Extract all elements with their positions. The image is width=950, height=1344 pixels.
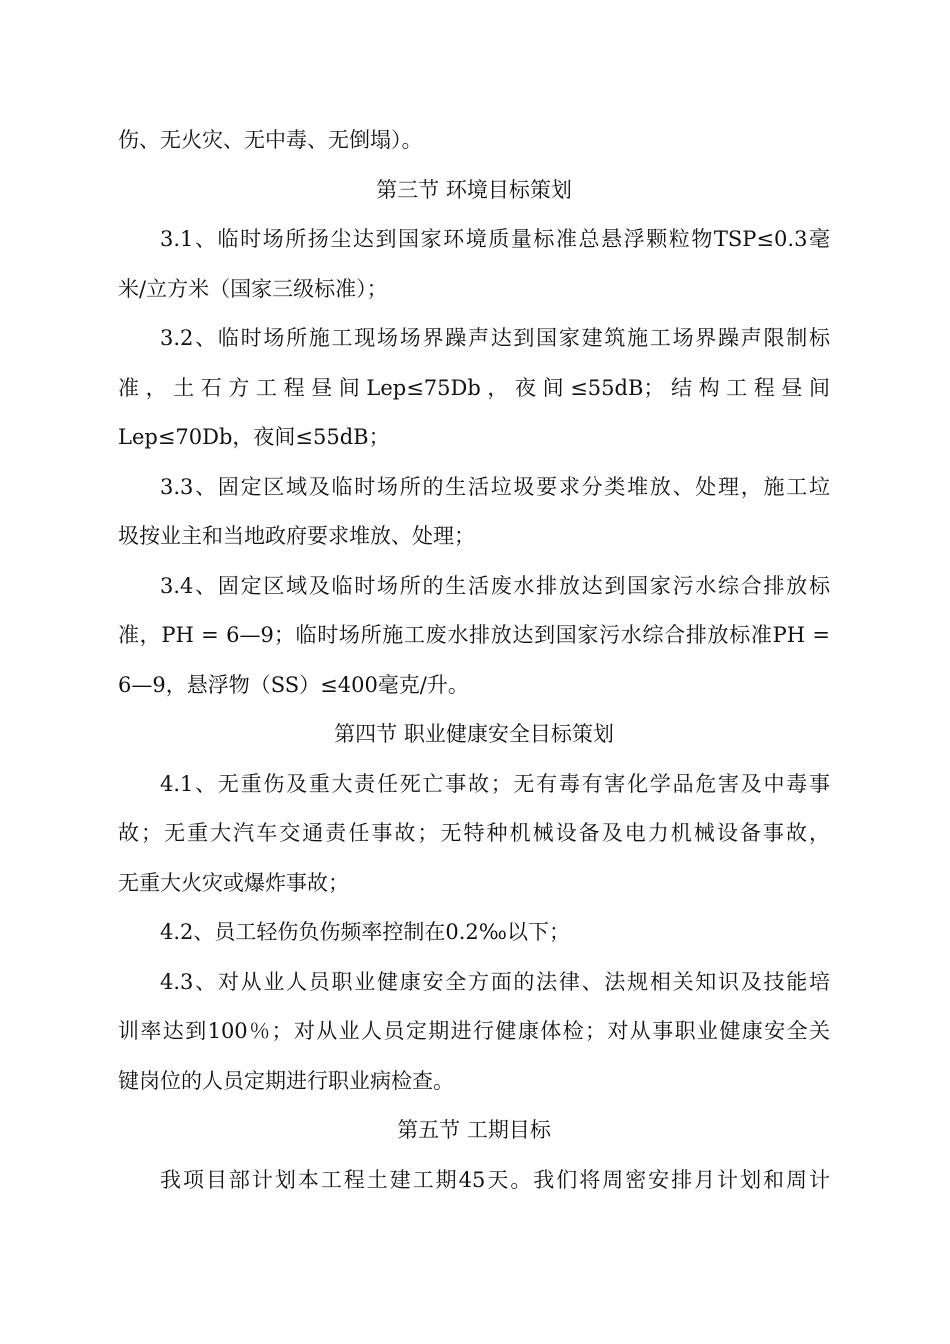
text-line: 4.1、无重伤及重大责任死亡事故；无有毒有害化学品危害及中毒事 xyxy=(160,771,830,796)
text-line: 我项目部计划本工程土建工期45天。我们将周密安排月计划和周计 xyxy=(160,1167,830,1192)
text-line: 无重大火灾或爆炸事故； xyxy=(118,870,349,895)
text-line: 3.2、临时场所施工现场场界躁声达到国家建筑施工场界躁声限制标 xyxy=(160,326,830,350)
text-line: 3.4、固定区域及临时场所的生活废水排放达到国家污水综合排放标 xyxy=(160,573,830,598)
text-line: 4.3、对从业人员职业健康安全方面的法律、法规相关知识及技能培 xyxy=(160,969,830,994)
text-line: 训率达到100％；对从业人员定期进行健康体检；对从事职业健康安全关 xyxy=(118,1019,830,1043)
text-line: 6—9，悬浮物（SS）≤400毫克/升。 xyxy=(118,672,469,697)
text-line: 故；无重大汽车交通责任事故；无特种机械设备及电力机械设备事故， xyxy=(118,821,830,845)
document-body xyxy=(118,116,830,1205)
text-line: 键岗位的人员定期进行职业病检查。 xyxy=(118,1068,454,1093)
text-line: 3.1、临时场所扬尘达到国家环境质量标准总悬浮颗粒物TSP≤0.3毫 xyxy=(160,227,830,251)
text-line: 米/立方米（国家三级标准）； xyxy=(118,276,388,301)
text-line: 伤、无火灾、无中毒、无倒塌）。 xyxy=(118,128,423,152)
text-line: 3.3、固定区域及临时场所的生活垃圾要求分类堆放、处理，施工垃 xyxy=(160,474,830,499)
text-line: 准，PH = 6—9；临时场所施工废水排放达到国家污水综合排放标准PH = xyxy=(118,623,830,647)
text-line: 准，土石方工程昼间Lep≤75Db，夜间≤55dB；结构工程昼间 xyxy=(118,375,830,400)
section-heading: 第四节 职业健康安全目标策划 xyxy=(334,722,614,746)
text-line: Lep≤70Db，夜间≤55dB； xyxy=(118,425,390,449)
text-line: 4.2、员工轻伤负伤频率控制在0.2‰以下； xyxy=(160,920,570,944)
section-heading: 第三节 环境目标策划 xyxy=(376,177,572,202)
section-heading: 第五节 工期目标 xyxy=(397,1118,551,1142)
text-line: 圾按业主和当地政府要求堆放、处理； xyxy=(118,524,475,548)
